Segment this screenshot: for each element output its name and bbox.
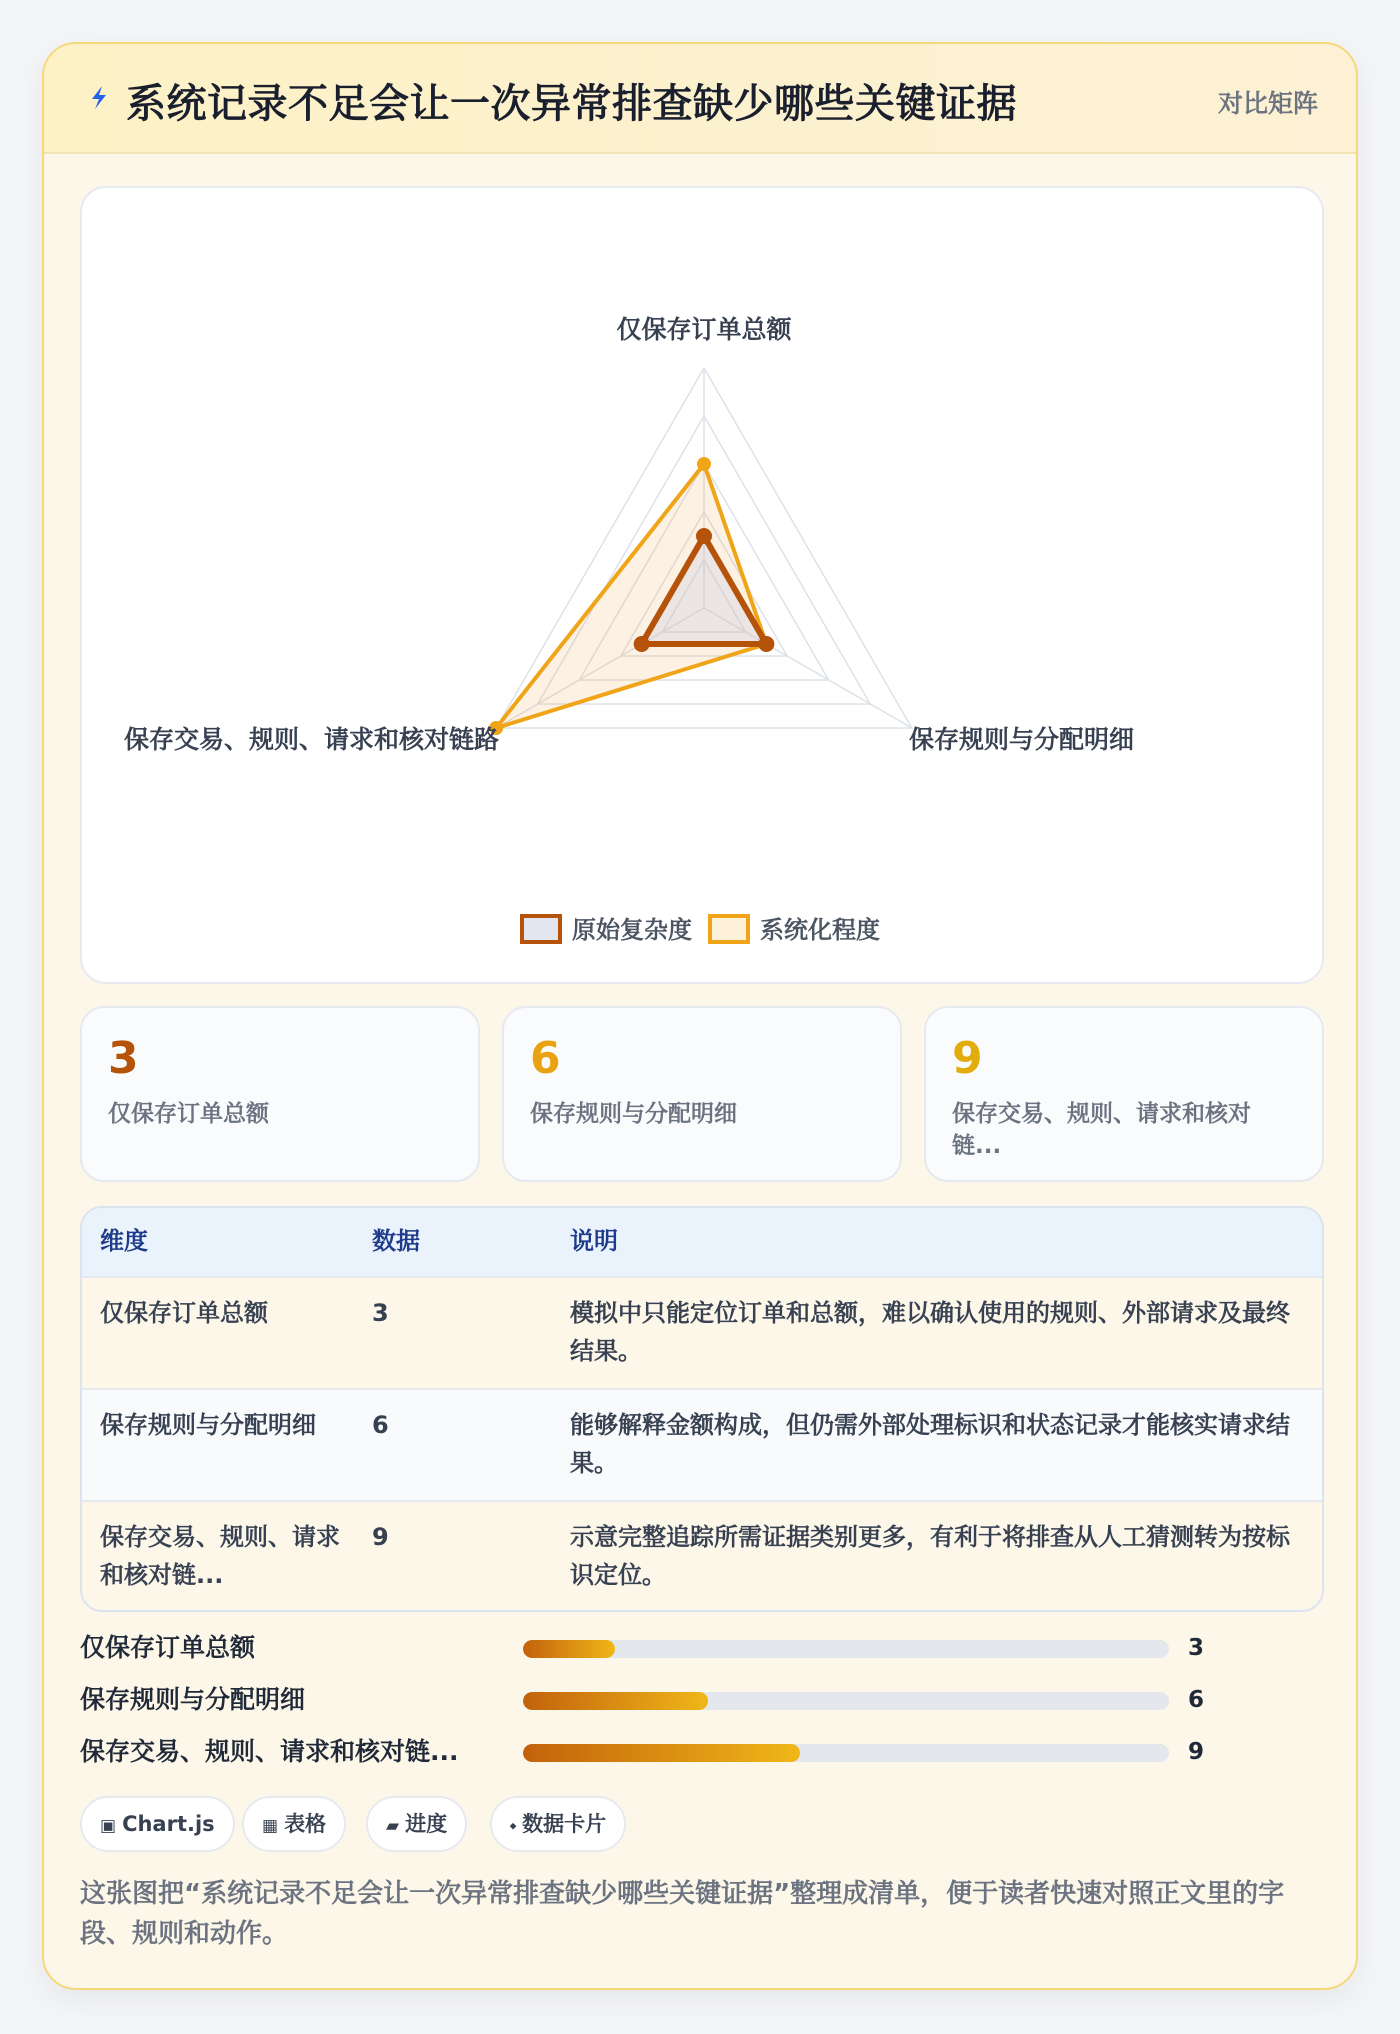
stat-card (924, 1006, 1324, 1182)
table-cell-dimension: 保存交易、规则、请求和核对链... (100, 1523, 340, 1589)
radar-point (696, 528, 712, 544)
progress-track (523, 1640, 1169, 1658)
page-title: 系统记录不足会让一次异常排查缺少哪些关键证据 (126, 81, 1017, 127)
footer-note: 这张图把“系统记录不足会让一次异常排查缺少哪些关键证据”整理成清单，便于读者快速对照正文里的字段、规则和动作。 (80, 1879, 1285, 1949)
column-header: 数据 (372, 1227, 420, 1255)
stat-value: 9 (952, 1033, 983, 1084)
radar-chart (82, 188, 1326, 986)
table-cell-value: 3 (372, 1299, 389, 1327)
table-row (82, 1276, 1322, 1388)
progress-value: 6 (1188, 1687, 1205, 1713)
chart-icon: ▣ (100, 1816, 117, 1836)
column-header: 说明 (570, 1227, 618, 1255)
chip-table[interactable] (242, 1796, 346, 1852)
stat-label: 保存交易、规则、请求和核对链... (952, 1101, 1251, 1159)
progress-value: 3 (1188, 1635, 1205, 1661)
chip-data-cards[interactable] (490, 1796, 626, 1852)
lightning-icon (86, 82, 112, 112)
progress-icon: ▰ (386, 1816, 400, 1836)
stat-cards (80, 1006, 1324, 1182)
progress-row (80, 1732, 1324, 1772)
stat-label: 仅保存订单总额 (108, 1101, 269, 1127)
legend-label: 原始复杂度 (572, 916, 692, 944)
chip-label: 数据卡片 (522, 1812, 607, 1836)
radar-axis-label: 保存规则与分配明细 (909, 725, 1135, 754)
table-header-row (82, 1208, 1322, 1276)
radar-point (758, 636, 774, 652)
progress-row (80, 1628, 1324, 1668)
chip-label: Chart.js (122, 1812, 215, 1836)
progress-value: 9 (1188, 1739, 1205, 1765)
radar-point (634, 636, 650, 652)
stat-value: 3 (108, 1033, 139, 1084)
table-cell-dimension: 保存规则与分配明细 (100, 1411, 316, 1439)
table-cell-description: 能够解释金额构成，但仍需外部处理标识和状态记录才能核实请求结果。 (570, 1411, 1290, 1477)
radar-chart-panel (80, 186, 1324, 984)
table-cell-dimension: 仅保存订单总额 (100, 1299, 268, 1327)
data-table (80, 1206, 1324, 1612)
column-header: 维度 (100, 1227, 148, 1255)
radar-point (697, 457, 711, 471)
table-cell-value: 6 (372, 1411, 389, 1439)
header (44, 44, 1356, 154)
stat-value: 6 (530, 1033, 561, 1084)
radar-axis-label: 仅保存订单总额 (616, 315, 792, 344)
legend-label: 系统化程度 (760, 916, 880, 944)
table-cell-description: 示意完整追踪所需证据类别更多，有利于将排查从人工猜测转为按标识定位。 (570, 1523, 1290, 1589)
table-row (82, 1500, 1322, 1612)
progress-row (80, 1680, 1324, 1720)
diamond-icon: ⬩ (510, 1816, 517, 1836)
stat-card (80, 1006, 480, 1182)
progress-fill (523, 1640, 615, 1658)
chip-progress[interactable] (366, 1796, 467, 1852)
table-icon: ▦ (262, 1816, 279, 1836)
radar-axis-label: 保存交易、规则、请求和核对链路 (123, 725, 499, 754)
progress-fill (523, 1744, 800, 1762)
table-row (82, 1388, 1322, 1500)
view-tag[interactable]: 对比矩阵 (1217, 89, 1318, 118)
table-cell-description: 模拟中只能定位订单和总额，难以确认使用的规则、外部请求及最终结果。 (570, 1299, 1290, 1365)
progress-label: 仅保存订单总额 (80, 1633, 256, 1662)
stat-label: 保存规则与分配明细 (530, 1101, 737, 1127)
progress-track (523, 1692, 1169, 1710)
table-cell-value: 9 (372, 1523, 389, 1551)
stat-card (502, 1006, 902, 1182)
legend-swatch (522, 916, 560, 942)
progress-label: 保存规则与分配明细 (80, 1685, 306, 1714)
progress-track (523, 1744, 1169, 1762)
feature-chips (80, 1796, 1324, 1852)
progress-fill (523, 1692, 708, 1710)
chip-label: 表格 (284, 1812, 327, 1836)
legend-swatch (710, 916, 748, 942)
progress-label: 保存交易、规则、请求和核对链... (80, 1737, 459, 1766)
progress-bars (80, 1628, 1324, 1788)
chip-label: 进度 (405, 1812, 448, 1836)
chip-chartjs[interactable] (80, 1796, 235, 1852)
card (42, 42, 1358, 1990)
